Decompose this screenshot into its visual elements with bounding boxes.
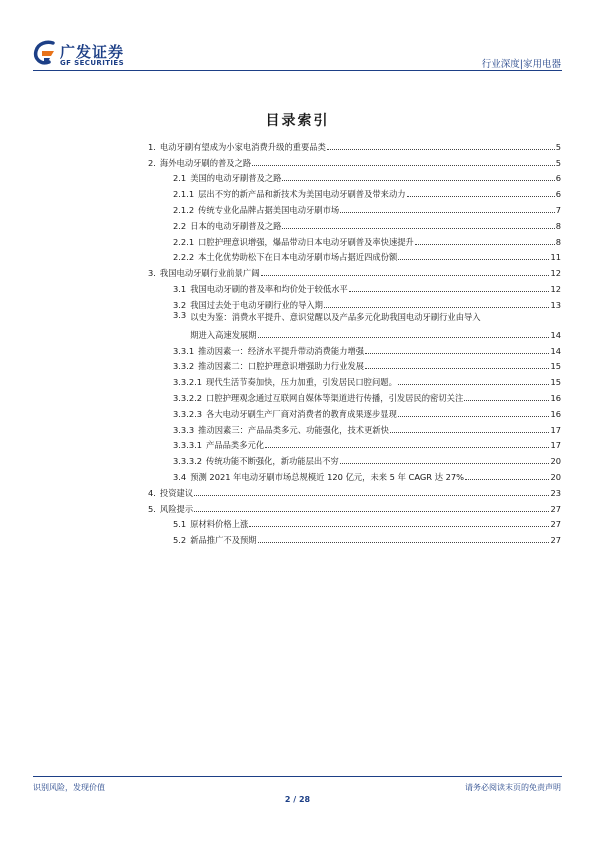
footer-slogan: 识别风险，发现价值 bbox=[33, 783, 105, 792]
toc-entry[interactable] bbox=[148, 498, 561, 514]
header-divider bbox=[33, 70, 562, 71]
toc-entry-title: 电动牙刷有望成为小家电消费升级的重要品类 bbox=[159, 141, 326, 152]
toc-entry-title: 投资建议 bbox=[159, 487, 194, 498]
toc-entry-number: 3.3 bbox=[173, 309, 187, 320]
toc-entry-page: 14 bbox=[550, 345, 561, 356]
toc-entry-page: 20 bbox=[550, 471, 561, 482]
toc-leader-dots bbox=[365, 353, 549, 354]
toc-entry[interactable] bbox=[148, 215, 561, 231]
toc-entry[interactable] bbox=[148, 231, 561, 247]
footer-divider bbox=[33, 776, 562, 777]
toc-entry-title: 口腔护理意识增强，爆品带动日本电动牙刷普及率快速提升 bbox=[198, 236, 414, 247]
toc-leader-dots bbox=[340, 212, 555, 213]
toc-entry-page: 6 bbox=[555, 173, 561, 184]
toc-entry-page: 12 bbox=[550, 268, 561, 279]
toc-entry-number: 3.3.2.2 bbox=[173, 392, 203, 403]
toc-entry-page: 15 bbox=[550, 377, 561, 388]
toc-leader-dots bbox=[465, 479, 549, 480]
toc-entry-number: 3.3.2.1 bbox=[173, 377, 203, 388]
toc-entry-page: 27 bbox=[550, 519, 561, 530]
toc-entry[interactable] bbox=[148, 168, 561, 184]
toc-entry-page: 15 bbox=[550, 361, 561, 372]
toc-leader-dots bbox=[194, 495, 549, 496]
toc-entry-title: 产品品类多元化 bbox=[206, 440, 265, 451]
toc-leader-dots bbox=[390, 432, 549, 433]
toc-entry-page: 5 bbox=[555, 141, 561, 152]
toc-entry-page: 7 bbox=[555, 204, 561, 215]
toc-entry-number: 3.3.2.3 bbox=[173, 408, 203, 419]
toc-entry[interactable] bbox=[148, 403, 561, 419]
toc-entry-number: 5. bbox=[148, 503, 156, 514]
toc-entry-number: 5.1 bbox=[173, 519, 187, 530]
toc-entry-title: 我国电动牙刷的普及率和均价处于较低水平 bbox=[190, 283, 348, 294]
toc-entry-title: 我国过去处于电动牙刷行业的导入期 bbox=[190, 299, 323, 310]
toc-leader-dots bbox=[258, 337, 550, 338]
toc-leader-dots bbox=[252, 165, 555, 166]
toc-entry-page: 12 bbox=[550, 283, 561, 294]
toc-leader-dots bbox=[249, 526, 549, 527]
toc-entry-number: 3.3.3 bbox=[173, 424, 195, 435]
toc-entry[interactable] bbox=[148, 278, 561, 294]
toc-entry-page: 27 bbox=[550, 503, 561, 514]
toc-entry-title: 原材料价格上涨 bbox=[190, 519, 249, 530]
toc-entry-page: 16 bbox=[550, 392, 561, 403]
toc-entry-number: 2.1.2 bbox=[173, 204, 195, 215]
brand-name-en: GF SECURITIES bbox=[60, 59, 125, 67]
toc-entry-page: 17 bbox=[550, 424, 561, 435]
toc-entry-title: 美国的电动牙刷普及之路 bbox=[190, 173, 282, 184]
toc-entry-page: 6 bbox=[555, 189, 561, 200]
toc-entry-number: 3.3.3.1 bbox=[173, 440, 203, 451]
toc-entry[interactable] bbox=[148, 340, 561, 356]
toc-entry[interactable] bbox=[148, 356, 561, 372]
toc-entry-title-continued: 期进入高速发展期 bbox=[190, 329, 257, 340]
toc-leader-dots bbox=[464, 400, 549, 401]
page-indicator: 2 / 28 bbox=[284, 795, 311, 804]
toc-entry-title: 推动因素一：经济水平提升带动消费能力增强 bbox=[198, 345, 365, 356]
toc-entry[interactable] bbox=[148, 435, 561, 451]
toc-entry-number: 2.2.2 bbox=[173, 252, 195, 263]
toc-leader-dots bbox=[398, 384, 550, 385]
toc-entry[interactable] bbox=[148, 152, 561, 168]
table-of-contents bbox=[148, 136, 561, 545]
toc-entry[interactable] bbox=[148, 450, 561, 466]
toc-entry-number: 5.2 bbox=[173, 535, 187, 546]
toc-entry-title: 本土化优势助松下在日本电动牙刷市场占据近四成份额 bbox=[198, 252, 398, 263]
toc-entry-number: 1. bbox=[148, 141, 156, 152]
toc-entry[interactable] bbox=[148, 294, 561, 310]
toc-entry[interactable] bbox=[148, 466, 561, 482]
toc-entry-title: 传统专业化品牌占据美国电动牙刷市场 bbox=[198, 204, 340, 215]
toc-entry-title: 海外电动牙刷的普及之路 bbox=[159, 157, 252, 168]
toc-entry[interactable] bbox=[148, 310, 561, 340]
toc-entry-title: 现代生活节奏加快，压力加重，引发居民口腔问题。 bbox=[206, 377, 397, 388]
toc-entry-number: 2.1 bbox=[173, 173, 187, 184]
toc-entry-page: 16 bbox=[550, 408, 561, 419]
toc-entry-number: 3.4 bbox=[173, 471, 187, 482]
toc-entry-title: 风险提示 bbox=[159, 503, 194, 514]
report-category: 行业深度|家用电器 bbox=[481, 59, 561, 70]
toc-leader-dots bbox=[282, 180, 554, 181]
toc-leader-dots bbox=[258, 542, 550, 543]
toc-entry-page: 8 bbox=[555, 236, 561, 247]
toc-entry[interactable] bbox=[148, 262, 561, 278]
company-logo bbox=[33, 40, 153, 70]
toc-entry-title: 传统功能不断强化，新功能层出不穷 bbox=[206, 456, 339, 467]
toc-entry-page: 17 bbox=[550, 440, 561, 451]
toc-entry[interactable] bbox=[148, 419, 561, 435]
toc-entry-number: 3.3.3.2 bbox=[173, 456, 203, 467]
toc-entry-number: 3.2 bbox=[173, 299, 187, 310]
toc-leader-dots bbox=[265, 447, 549, 448]
toc-entry[interactable] bbox=[148, 514, 561, 530]
toc-entry[interactable] bbox=[148, 371, 561, 387]
toc-entry-number: 3.1 bbox=[173, 283, 187, 294]
toc-leader-dots bbox=[398, 416, 550, 417]
toc-leader-dots bbox=[365, 368, 549, 369]
toc-entry-title: 推动因素三：产品品类多元、功能强化，技术更新快 bbox=[198, 424, 389, 435]
toc-entry[interactable] bbox=[148, 183, 561, 199]
toc-leader-dots bbox=[327, 149, 555, 150]
toc-leader-dots bbox=[324, 307, 549, 308]
toc-entry-title: 各大电动牙刷生产厂商对消费者的教育成果逐步显现 bbox=[206, 408, 397, 419]
toc-entry-title: 日本的电动牙刷普及之路 bbox=[190, 220, 282, 231]
toc-leader-dots bbox=[407, 196, 555, 197]
toc-entry-title: 推动因素二：口腔护理意识增强助力行业发展 bbox=[198, 361, 365, 372]
toc-entry-number: 2. bbox=[148, 157, 156, 168]
toc-entry-page: 13 bbox=[550, 299, 561, 310]
brand-name-cn: 广发证券 bbox=[60, 43, 125, 61]
toc-entry[interactable] bbox=[148, 199, 561, 215]
toc-entry-title: 我国电动牙刷行业前景广阔 bbox=[159, 268, 260, 279]
toc-entry[interactable] bbox=[148, 529, 561, 545]
toc-entry[interactable] bbox=[148, 482, 561, 498]
toc-entry[interactable] bbox=[148, 247, 561, 263]
toc-entry-number: 3.3.1 bbox=[173, 345, 195, 356]
toc-entry-page: 14 bbox=[550, 329, 561, 340]
toc-entry-page: 20 bbox=[550, 456, 561, 467]
toc-entry-page: 11 bbox=[550, 252, 561, 263]
toc-entry-number: 3. bbox=[148, 268, 156, 279]
toc-entry-number: 3.3.2 bbox=[173, 361, 195, 372]
toc-entry-number: 2.2.1 bbox=[173, 236, 195, 247]
toc-entry-title: 口腔护理观念通过互联网自媒体等渠道进行传播，引发居民的密切关注 bbox=[206, 392, 464, 403]
toc-entry-page: 23 bbox=[550, 487, 561, 498]
toc-leader-dots bbox=[398, 259, 549, 260]
toc-leader-dots bbox=[282, 228, 554, 229]
toc-entry[interactable] bbox=[148, 387, 561, 403]
footer-disclaimer-note: 请务必阅读末页的免责声明 bbox=[465, 783, 561, 792]
toc-leader-dots bbox=[261, 275, 550, 276]
toc-entry-number: 2.2 bbox=[173, 220, 187, 231]
toc-entry-title: 预测 2021 年电动牙刷市场总规模近 120 亿元，未来 5 年 CAGR 达 27% bbox=[190, 471, 465, 482]
toc-entry-number: 4. bbox=[148, 487, 156, 498]
toc-leader-dots bbox=[349, 291, 550, 292]
toc-leader-dots bbox=[415, 244, 555, 245]
toc-entry-title: 新品推广不及预期 bbox=[190, 535, 257, 546]
toc-entry-page: 27 bbox=[550, 535, 561, 546]
toc-entry-page: 8 bbox=[555, 220, 561, 231]
gf-logo-icon bbox=[33, 40, 57, 66]
toc-entry-page: 5 bbox=[555, 157, 561, 168]
toc-entry-number: 2.1.1 bbox=[173, 189, 195, 200]
toc-leader-dots bbox=[194, 511, 549, 512]
toc-entry[interactable] bbox=[148, 136, 561, 152]
toc-entry-title: 以史为鉴：消费水平提升、意识觉醒以及产品多元化助我国电动牙刷行业由导入 bbox=[190, 311, 481, 322]
toc-entry-title: 层出不穷的新产品和新技术为美国电动牙刷普及带来动力 bbox=[198, 189, 406, 200]
toc-title: 目录索引 bbox=[265, 113, 330, 129]
toc-leader-dots bbox=[340, 463, 550, 464]
